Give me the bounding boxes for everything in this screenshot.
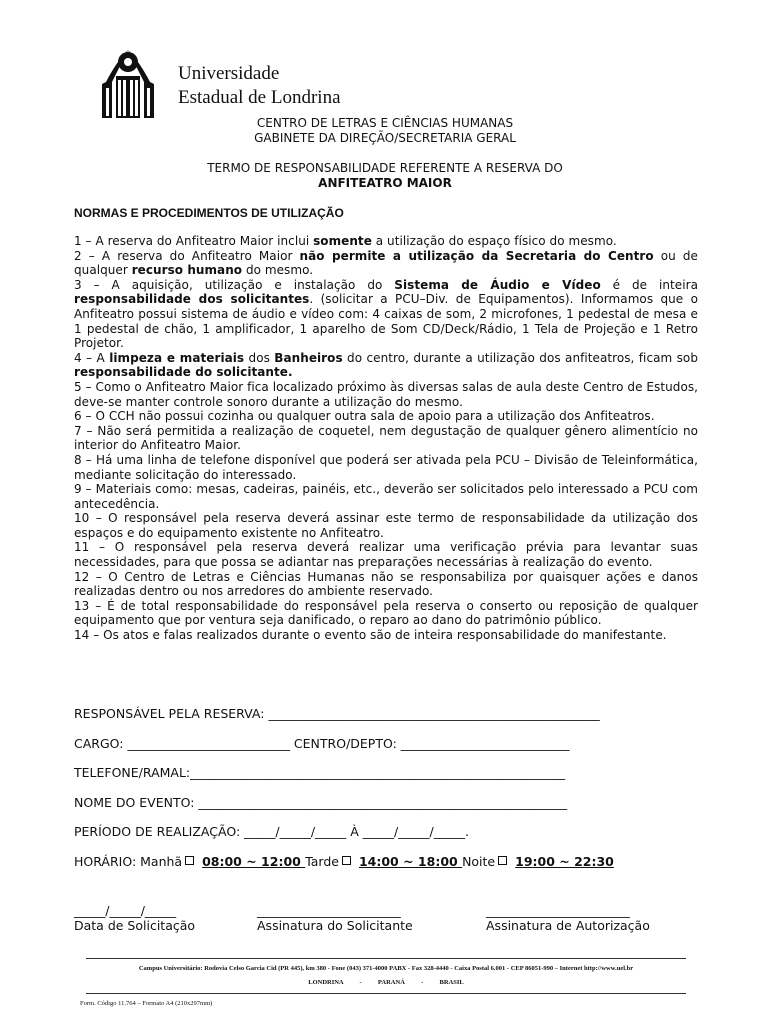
rule-bold-text: somente	[313, 234, 372, 248]
autorizacao-line: _______________________	[486, 903, 630, 918]
rule-text: 4 – A	[74, 350, 110, 365]
rule-item	[74, 511, 698, 540]
rule-text: a utilização do espaço físico do mesmo.	[371, 234, 617, 248]
date-label: Data de Solicitação	[74, 918, 196, 933]
noite-checkbox[interactable]	[498, 856, 507, 865]
rule-item	[74, 453, 698, 482]
rule-bold-text: não permite a utilização da Secretaria do Centro	[299, 248, 654, 263]
rule-text: do centro, durante a utilização dos anfiteatros, ficam sob	[342, 350, 698, 365]
horario-row	[74, 854, 698, 869]
manha-time: 08:00 ~ 12:00	[202, 854, 306, 869]
tarde-time: 14:00 ~ 18:00	[358, 854, 463, 869]
rule-item	[74, 380, 698, 409]
form-code: Form. Código 11.764 – Formato A4 (210x297mm)	[80, 1000, 213, 1007]
section-heading: NORMAS E PROCEDIMENTOS DE UTILIZAÇÃO	[74, 206, 344, 220]
responsavel-field[interactable]: RESPONSÁVEL PELA RESERVA: _____________________________________________________	[74, 706, 600, 721]
rule-text: 13 – É de total responsabilidade do responsável pela reserva o conserto ou reposição de qualquer equipamento que por ventura seja danificado, o reparo ao dano do patrimônio público.	[74, 598, 698, 628]
periodo-field[interactable]: PERÍODO DE REALIZAÇÃO: _____/_____/_____ À _____/_____/_____.	[74, 824, 469, 839]
autorizacao-signature[interactable]	[486, 903, 650, 933]
rule-item	[74, 570, 698, 599]
rule-text: 5 – Como o Anfiteatro Maior fica localizado próximo às diversas salas de aula deste Centro de Estudos, deve-se manter controle sonoro durante a utilização do mesmo.	[74, 379, 698, 409]
footer	[86, 958, 686, 994]
footer-city: LONDRINA - PARANÁ - BRASIL	[308, 979, 464, 986]
rule-text: 11 – O responsável pela reserva deverá realizar uma verificação prévia para levantar suas necessidades, para que possa se adiantar nas preparações necessárias à realização do evento.	[74, 540, 698, 570]
nome-evento-field[interactable]: NOME DO EVENTO: ___________________________________________________________	[74, 795, 568, 810]
solicitante-label: Assinatura do Solicitante	[257, 918, 413, 933]
rule-item	[74, 599, 698, 628]
rule-text: 2 – A reserva do Anfiteatro Maior	[74, 248, 300, 263]
solicitante-signature[interactable]	[257, 903, 413, 933]
rule-item	[74, 628, 698, 643]
rule-text: 6 – O CCH não possui cozinha ou qualquer outra sala de apoio para a utilização dos Anfiteatros.	[74, 409, 655, 424]
rule-text: 7 – Não será permitida a realização de coquetel, nem degustação de qualquer gênero alimentício no interior do Anfiteatro Maior.	[74, 423, 698, 453]
horario-label: HORÁRIO: Manhã	[74, 854, 183, 869]
university-logo	[92, 48, 164, 122]
solicitante-line: _______________________	[257, 903, 401, 918]
rule-text: 8 – Há uma linha de telefone disponível que poderá ser ativada pela PCU – Divisão de Teleinformática, mediante solicitação do interessado.	[74, 452, 698, 482]
cargo-centro-field[interactable]: CARGO: __________________________ CENTRO/DEPTO: ___________________________	[74, 736, 570, 751]
rule-text: 3 – A aquisição, utilização e instalação do	[74, 277, 395, 292]
rule-bold-text: Sistema de Áudio e Vídeo	[394, 277, 601, 292]
term-subject: ANFITEATRO MAIOR	[318, 176, 452, 190]
university-name	[178, 62, 341, 110]
noite-label: Noite	[462, 854, 496, 869]
rule-item	[74, 278, 698, 351]
rule-bold-text: responsabilidade dos solicitantes	[74, 292, 310, 307]
noite-time: 19:00 ~ 22:30	[515, 854, 614, 869]
rules-list	[74, 234, 698, 643]
rule-text: 10 – O responsável pela reserva deverá assinar este termo de responsabilidade da utilização dos espaços e do equipamento existente no Anfiteatro.	[74, 511, 698, 540]
rule-item	[74, 351, 698, 380]
rule-item	[74, 424, 698, 453]
rule-item	[74, 540, 698, 569]
manha-checkbox[interactable]	[185, 856, 194, 865]
university-name-line2: Estadual de Londrina	[178, 87, 341, 108]
rule-item	[74, 409, 698, 424]
rule-text: 1 – A reserva do Anfiteatro Maior inclui	[74, 234, 314, 248]
rule-item	[74, 234, 698, 249]
rule-item	[74, 482, 698, 511]
rule-bold-text: recurso humano	[131, 263, 243, 278]
rule-bold-text: responsabilidade do solicitante.	[74, 365, 293, 380]
rule-text: 12 – O Centro de Letras e Ciências Humanas não se responsabiliza por quaisquer ações e danos realizadas dentro ou nos arredores do ambiente reservado.	[74, 569, 698, 599]
rule-text: é de inteira	[600, 277, 699, 292]
center-name: CENTRO DE LETRAS E CIÊNCIAS HUMANAS	[256, 116, 514, 130]
date-line: _____/_____/_____	[74, 903, 177, 918]
office-name: GABINETE DA DIREÇÃO/SECRETARIA GERAL	[254, 131, 516, 145]
tarde-checkbox[interactable]	[342, 856, 351, 865]
autorizacao-label: Assinatura de Autorização	[486, 918, 650, 933]
footer-address: Campus Universitário: Rodovia Celso Garcia Cid (PR 445), km 380 - Fone (043) 371-4000 PABX - Fax 328-4440 - Caixa Postal 6.001 - CEP 86051-990 – Internet http://www.uel.br	[138, 965, 634, 972]
rule-bold-text: Banheiros	[274, 350, 343, 365]
university-name-line1: Universidade	[178, 63, 280, 84]
telefone-field[interactable]: TELEFONE/RAMAL:____________________________________________________________	[74, 765, 566, 780]
tarde-label: Tarde	[305, 854, 339, 869]
rule-text: 9 – Materiais como: mesas, cadeiras, painéis, etc., deverão ser solicitados pelo interessado a PCU com antecedência.	[74, 482, 698, 511]
rule-text: do mesmo.	[242, 263, 314, 278]
rule-text: dos	[244, 350, 275, 365]
date-signature[interactable]	[74, 903, 195, 933]
rule-item	[74, 249, 698, 278]
rule-bold-text: limpeza e materiais	[109, 350, 245, 365]
term-title: TERMO DE RESPONSABILIDADE REFERENTE A RESERVA DO	[207, 161, 563, 175]
rule-text: . (solicitar a PCU–Div. de Equipamentos). Informamos que o Anfiteatro possui sistema de áudio e vídeo com: 4 caixas de som, 2 microfones, 1 pedestal de mesa e 1 pedestal de chão, 1 amplificador, 1 aparelho de Som CD/Deck/Rádio, 1 Tela de Projeção e 1 Retro Projetor.	[74, 292, 698, 351]
rule-text: 14 – Os atos e falas realizados durante o evento são de inteira responsabilidade do manifestante.	[74, 628, 667, 643]
rule-text: ou de qualquer	[74, 248, 698, 278]
